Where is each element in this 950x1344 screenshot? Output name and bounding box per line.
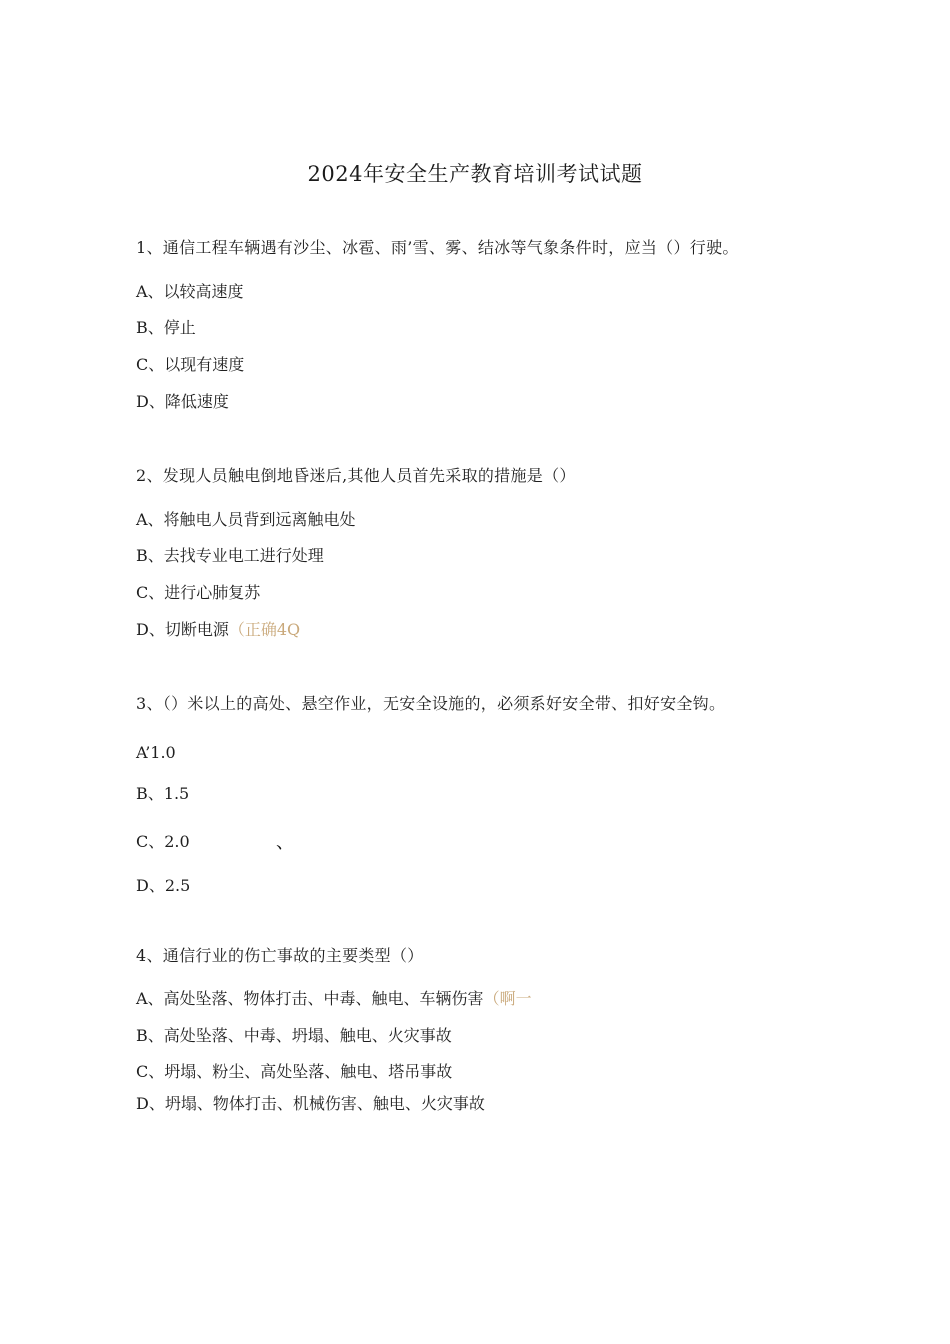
question-1-option-c: C、以现有速度 [136, 355, 245, 374]
question-2-option-d: D、切断电源 [136, 620, 229, 639]
answer-annotation: （正确4Q [228, 620, 301, 639]
question-2-option-a: A、将触电人员背到远离触电处 [136, 510, 356, 529]
stray-mark: 、 [276, 832, 294, 853]
question-4-option-b: B、高处坠落、中毒、坍塌、触电、火灾事故 [136, 1026, 452, 1045]
question-3-stem: 3、（）米以上的高处、悬空作业，无安全设施的，必须系好安全带、扣好安全钩。 [136, 694, 726, 713]
question-4-option-a: A、高处坠落、物体打击、中毒、触电、车辆伤害 [136, 989, 484, 1008]
question-3-option-b: B、1.5 [136, 784, 190, 803]
question-1-stem: 1、通信工程车辆遇有沙尘、冰雹、雨’雪、雾、结冰等气象条件时，应当（）行驶。 [136, 238, 739, 257]
question-4-option-a-row [136, 989, 532, 1009]
question-2-option-d-row [136, 620, 300, 640]
question-2-stem: 2、发现人员触电倒地昏迷后,其他人员首先采取的措施是（） [136, 466, 576, 485]
question-3-option-d: D、2.5 [136, 876, 191, 895]
answer-annotation: （啊一 [483, 989, 532, 1008]
question-1-option-d: D、降低速度 [136, 392, 229, 411]
question-1-option-a: A、以较高速度 [136, 282, 244, 301]
question-4-option-d: D、坍塌、物体打击、机械伤害、触电、火灾事故 [136, 1094, 485, 1113]
question-4-option-c: C、坍塌、粉尘、高处坠落、触电、塔吊事故 [136, 1062, 453, 1081]
page-title: 2024年安全生产教育培训考试试题 [307, 162, 643, 186]
question-4-stem: 4、通信行业的伤亡事故的主要类型（） [136, 946, 424, 965]
question-2-option-c: C、进行心肺复苏 [136, 583, 261, 602]
question-2-option-b: B、去找专业电工进行处理 [136, 546, 324, 565]
question-3-option-a: A’1.0 [136, 743, 176, 762]
question-1-option-b: B、停止 [136, 318, 196, 337]
question-3-option-c: C、2.0 [136, 832, 190, 851]
